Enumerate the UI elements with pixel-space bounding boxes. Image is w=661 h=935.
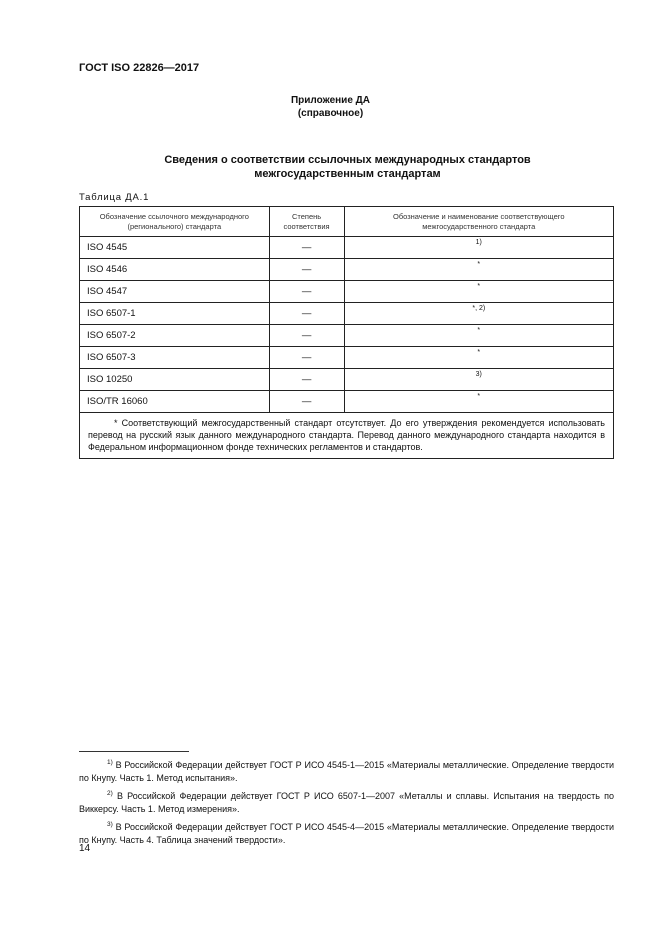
cell-reference: * <box>344 281 613 303</box>
cell-standard: ISO 4547 <box>80 281 270 303</box>
cell-standard: ISO 4545 <box>80 237 270 259</box>
footnote <box>79 819 614 846</box>
header-international-standard <box>80 207 270 237</box>
footnote <box>79 757 614 784</box>
footnote-text: В Российской Федерации действует ГОСТ Р ИСО 4545-4—2015 «Материалы металлические. Определение твердости по Кнупу. Часть 4. Таблица значений твердости». <box>79 822 614 845</box>
cell-standard: ISO 6507-1 <box>80 303 270 325</box>
cell-reference: * <box>344 347 613 369</box>
footnote-divider <box>79 751 189 752</box>
cell-reference: * <box>344 259 613 281</box>
table-note-row <box>80 413 614 459</box>
footnote-mark: 2) <box>107 790 113 797</box>
annex-heading <box>0 94 661 120</box>
header-col3-line2: межгосударственного стандарта <box>422 221 536 231</box>
cell-degree: — <box>269 259 344 281</box>
table-row <box>80 325 614 347</box>
cell-standard: ISO/TR 16060 <box>80 391 270 413</box>
footnote <box>79 788 614 815</box>
section-title <box>0 153 661 181</box>
header-col2-line2: соответствия <box>283 221 330 231</box>
cell-degree: — <box>269 281 344 303</box>
cell-reference: * <box>344 391 613 413</box>
cell-degree: — <box>269 369 344 391</box>
section-title-line2: межгосударственным стандартам <box>254 168 441 180</box>
correspondence-table <box>79 206 614 459</box>
table-row <box>80 259 614 281</box>
footnotes <box>79 757 614 850</box>
cell-reference: * <box>344 325 613 347</box>
annex-subtitle: (справочное) <box>297 108 364 119</box>
header-degree <box>269 207 344 237</box>
footnote-mark: 1) <box>107 759 113 766</box>
page-number: 14 <box>79 843 91 854</box>
cell-standard: ISO 6507-3 <box>80 347 270 369</box>
table-row <box>80 369 614 391</box>
footnote-mark: 3) <box>107 821 113 828</box>
cell-reference: 3) <box>344 369 613 391</box>
document-code: ГОСТ ISO 22826—2017 <box>79 62 200 74</box>
table-row <box>80 281 614 303</box>
header-col2-line1: Степень <box>291 211 322 221</box>
table-header-row <box>80 207 614 237</box>
table-label: Таблица ДА.1 <box>79 192 150 203</box>
cell-degree: — <box>269 303 344 325</box>
header-col3-line1: Обозначение и наименование соответствующего <box>392 211 565 221</box>
table-row <box>80 303 614 325</box>
cell-standard: ISO 10250 <box>80 369 270 391</box>
cell-reference: *, 2) <box>344 303 613 325</box>
header-col1-line1: Обозначение ссылочного международного <box>99 211 249 221</box>
table-row <box>80 237 614 259</box>
annex-title: Приложение ДА <box>290 95 371 106</box>
footnote-text: В Российской Федерации действует ГОСТ Р ИСО 6507-1—2007 «Металлы и сплавы. Испытания на твердость по Виккерсу. Часть 1. Метод измерения». <box>79 791 614 814</box>
table-note-text: * Соответствующий межгосударственный стандарт отсутствует. До его утверждения рекомендуется использовать перевод на русский язык данного международного стандарта. Перевод данного международного стандарта находится в Федеральном информационном фонде технических регламентов и стандартов. <box>88 418 605 452</box>
cell-standard: ISO 4546 <box>80 259 270 281</box>
footnote-text: В Российской Федерации действует ГОСТ Р ИСО 4545-1—2015 «Материалы металлические. Определение твердости по Кнупу. Часть 1. Метод испытания». <box>79 760 614 783</box>
header-interstate-standard <box>344 207 613 237</box>
cell-degree: — <box>269 325 344 347</box>
cell-degree: — <box>269 237 344 259</box>
cell-degree: — <box>269 347 344 369</box>
cell-standard: ISO 6507-2 <box>80 325 270 347</box>
cell-degree: — <box>269 391 344 413</box>
table-note <box>80 413 614 459</box>
section-title-line1: Сведения о соответствии ссылочных международных стандартов <box>164 154 531 166</box>
table-row <box>80 347 614 369</box>
header-col1-line2: (регионального) стандарта <box>127 221 222 231</box>
cell-reference: 1) <box>344 237 613 259</box>
table-row <box>80 391 614 413</box>
